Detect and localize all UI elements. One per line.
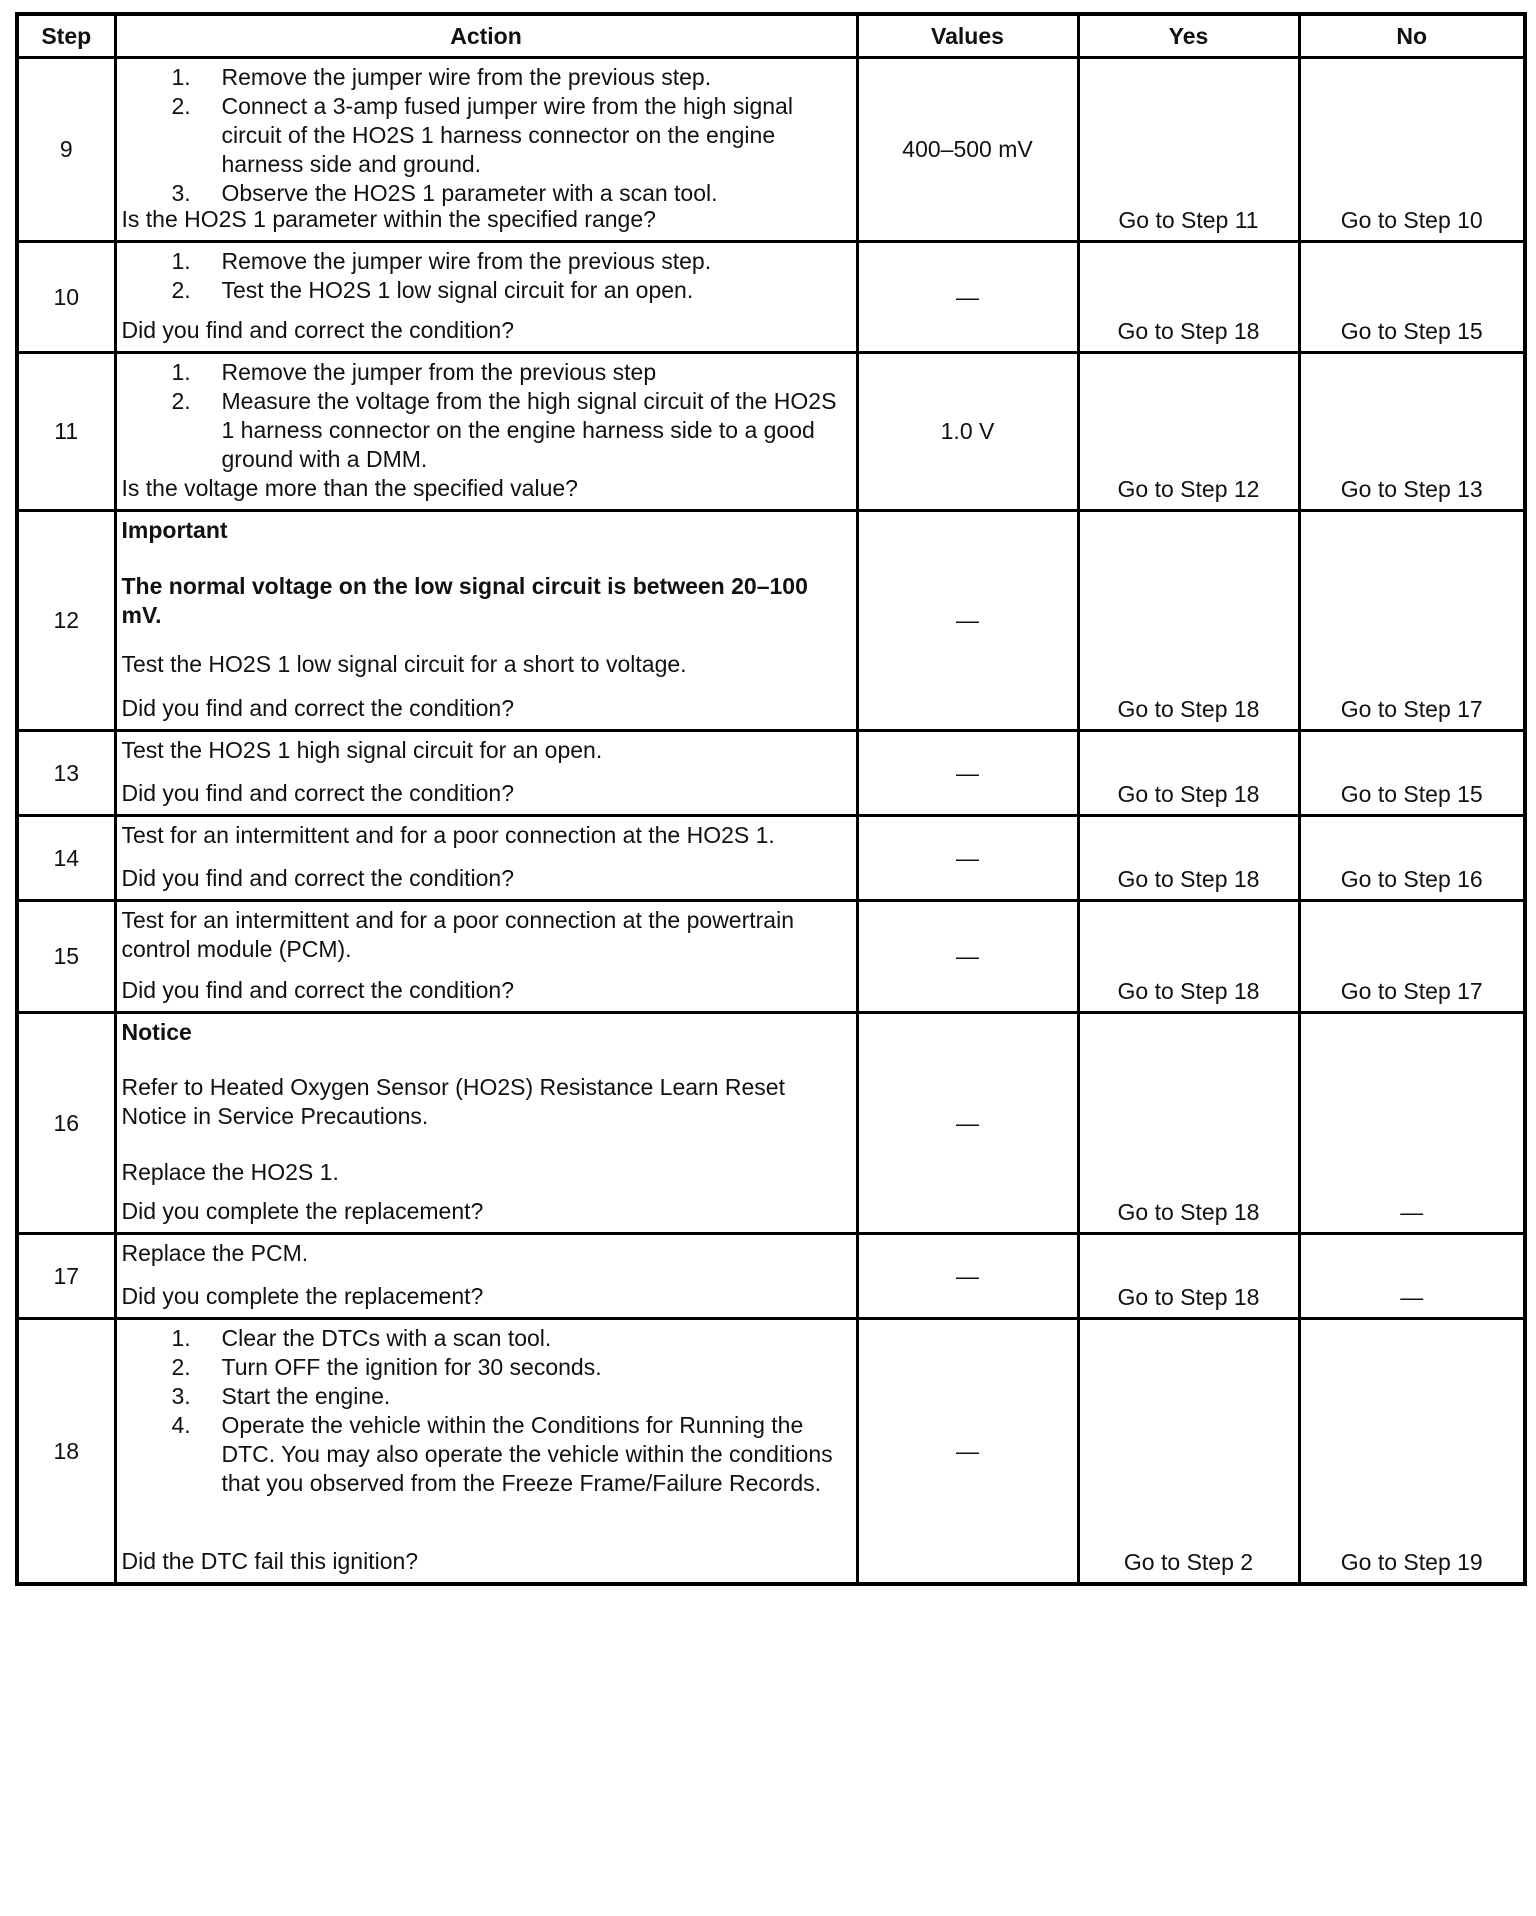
no-cell <box>1299 511 1525 731</box>
no-link-text: Go to Step 15 <box>1340 781 1483 807</box>
list-item: 2. Measure the voltage from the high signal circuit of the HO2S 1 harness connector on the engine harness side to a good ground with a DMM. <box>171 388 837 472</box>
action-text: Replace the PCM. <box>121 1240 309 1266</box>
yes-cell <box>1078 353 1299 511</box>
yes-cell <box>1078 731 1299 816</box>
header-yes: Yes <box>1078 14 1299 58</box>
action-cell <box>115 1319 857 1585</box>
list-item: 3. Start the engine. <box>171 1383 391 1409</box>
list-item: 1. Remove the jumper wire from the previous step. <box>171 248 712 274</box>
list-item: 2. Connect a 3-amp fused jumper wire from the high signal circuit of the HO2S 1 harness connector on the engine harness side and ground. <box>171 93 793 177</box>
diagnostic-table-container <box>15 12 1523 1586</box>
important-note: The normal voltage on the low signal circuit is between 20–100 mV. <box>121 573 808 628</box>
yes-cell <box>1078 816 1299 901</box>
step-number: 14 <box>17 816 115 901</box>
yes-cell <box>1078 901 1299 1013</box>
action-cell <box>115 353 857 511</box>
value-cell: — <box>857 731 1078 816</box>
step-number: 10 <box>17 242 115 353</box>
action-cell <box>115 901 857 1013</box>
value-cell: — <box>857 511 1078 731</box>
no-link-text: Go to Step 13 <box>1340 476 1483 502</box>
table-row <box>17 511 1525 731</box>
action-question: Did you find and correct the condition? <box>121 780 515 806</box>
step-number: 13 <box>17 731 115 816</box>
yes-link-text: Go to Step 2 <box>1123 1549 1254 1575</box>
no-cell <box>1299 1319 1525 1585</box>
notice-heading: Notice <box>121 1019 192 1045</box>
yes-link-text: Go to Step 18 <box>1117 866 1260 892</box>
important-heading: Important <box>121 517 228 543</box>
step-number: 11 <box>17 353 115 511</box>
notice-text: Refer to Heated Oxygen Sensor (HO2S) Resistance Learn Reset Notice in Service Precautions. <box>121 1074 785 1129</box>
yes-link-text: Go to Step 18 <box>1117 318 1260 344</box>
action-question: Is the HO2S 1 parameter within the specified range? <box>121 206 656 232</box>
action-question: Did you complete the replacement? <box>121 1198 484 1224</box>
no-link-text: Go to Step 17 <box>1340 978 1483 1004</box>
header-no: No <box>1299 14 1525 58</box>
list-item: 2. Test the HO2S 1 low signal circuit for an open. <box>171 277 694 303</box>
value-cell: 1.0 V <box>857 353 1078 511</box>
no-cell <box>1299 58 1525 242</box>
value-cell: — <box>857 901 1078 1013</box>
action-cell <box>115 242 857 353</box>
value-cell: — <box>857 1234 1078 1319</box>
table-row <box>17 1234 1525 1319</box>
yes-cell <box>1078 1013 1299 1234</box>
yes-cell <box>1078 58 1299 242</box>
action-cell <box>115 58 857 242</box>
action-cell <box>115 816 857 901</box>
diagnostic-steps-table <box>15 12 1527 1586</box>
action-text: Test for an intermittent and for a poor connection at the powertrain control module (PCM). <box>121 907 794 962</box>
no-cell <box>1299 242 1525 353</box>
yes-cell <box>1078 1319 1299 1585</box>
no-cell <box>1299 353 1525 511</box>
list-item: 1. Clear the DTCs with a scan tool. <box>171 1325 552 1351</box>
step-number: 17 <box>17 1234 115 1319</box>
yes-link-text: Go to Step 18 <box>1117 781 1260 807</box>
list-item: 1. Remove the jumper from the previous step <box>171 359 657 385</box>
action-list <box>122 247 848 305</box>
table-row <box>17 1319 1525 1585</box>
action-question: Did you find and correct the condition? <box>121 865 515 891</box>
yes-link-text: Go to Step 18 <box>1117 1199 1260 1225</box>
yes-cell <box>1078 242 1299 353</box>
no-cell <box>1299 901 1525 1013</box>
action-cell <box>115 511 857 731</box>
value-cell: — <box>857 242 1078 353</box>
action-text: Replace the HO2S 1. <box>121 1159 339 1185</box>
table-row <box>17 1013 1525 1234</box>
table-row <box>17 58 1525 242</box>
header-values: Values <box>857 14 1078 58</box>
action-cell <box>115 731 857 816</box>
yes-link-text: Go to Step 12 <box>1117 476 1260 502</box>
step-number: 18 <box>17 1319 115 1585</box>
action-cell <box>115 1234 857 1319</box>
action-question: Did you find and correct the condition? <box>121 317 515 343</box>
action-text: Test for an intermittent and for a poor connection at the HO2S 1. <box>121 822 775 848</box>
table-row <box>17 816 1525 901</box>
list-item: 2. Turn OFF the ignition for 30 seconds. <box>171 1354 602 1380</box>
no-cell <box>1299 816 1525 901</box>
step-number: 9 <box>17 58 115 242</box>
yes-link-text: Go to Step 18 <box>1117 696 1260 722</box>
table-row <box>17 242 1525 353</box>
action-list <box>122 63 848 208</box>
step-number: 16 <box>17 1013 115 1234</box>
action-cell <box>115 1013 857 1234</box>
no-cell <box>1299 1013 1525 1234</box>
table-row <box>17 353 1525 511</box>
list-item: 1. Remove the jumper wire from the previous step. <box>171 64 712 90</box>
no-link-text: Go to Step 10 <box>1340 207 1483 233</box>
action-question: Did you complete the replacement? <box>121 1283 484 1309</box>
no-link-text: — <box>1400 1284 1424 1310</box>
no-link-text: Go to Step 17 <box>1340 696 1483 722</box>
action-list <box>122 1324 848 1498</box>
value-cell: — <box>857 1319 1078 1585</box>
action-text: Test the HO2S 1 high signal circuit for an open. <box>121 737 603 763</box>
action-question: Did the DTC fail this ignition? <box>121 1548 419 1574</box>
yes-link-text: Go to Step 18 <box>1117 1284 1260 1310</box>
action-question: Did you find and correct the condition? <box>121 695 515 721</box>
list-item: 4. Operate the vehicle within the Conditions for Running the DTC. You may also operate the vehicle within the conditions that you observed from the Freeze Frame/Failure Records. <box>171 1412 833 1496</box>
no-link-text: Go to Step 19 <box>1340 1549 1483 1575</box>
header-step: Step <box>17 14 115 58</box>
no-cell <box>1299 1234 1525 1319</box>
step-number: 12 <box>17 511 115 731</box>
yes-link-text: Go to Step 11 <box>1118 207 1259 233</box>
no-link-text: Go to Step 15 <box>1340 318 1483 344</box>
action-question: Did you find and correct the condition? <box>121 977 515 1003</box>
step-number: 15 <box>17 901 115 1013</box>
action-list <box>122 358 848 474</box>
action-text: Test the HO2S 1 low signal circuit for a short to voltage. <box>121 651 687 677</box>
yes-cell <box>1078 511 1299 731</box>
yes-cell <box>1078 1234 1299 1319</box>
header-action: Action <box>115 14 857 58</box>
yes-link-text: Go to Step 18 <box>1117 978 1260 1004</box>
value-cell: — <box>857 816 1078 901</box>
no-cell <box>1299 731 1525 816</box>
no-link-text: Go to Step 16 <box>1340 866 1483 892</box>
list-item: 3. Observe the HO2S 1 parameter with a scan tool. <box>171 180 718 206</box>
no-link-text: — <box>1400 1199 1424 1225</box>
action-question: Is the voltage more than the specified value? <box>121 475 578 501</box>
value-cell: 400–500 mV <box>857 58 1078 242</box>
header-row <box>17 14 1525 58</box>
table-row <box>17 901 1525 1013</box>
value-cell: — <box>857 1013 1078 1234</box>
table-row <box>17 731 1525 816</box>
